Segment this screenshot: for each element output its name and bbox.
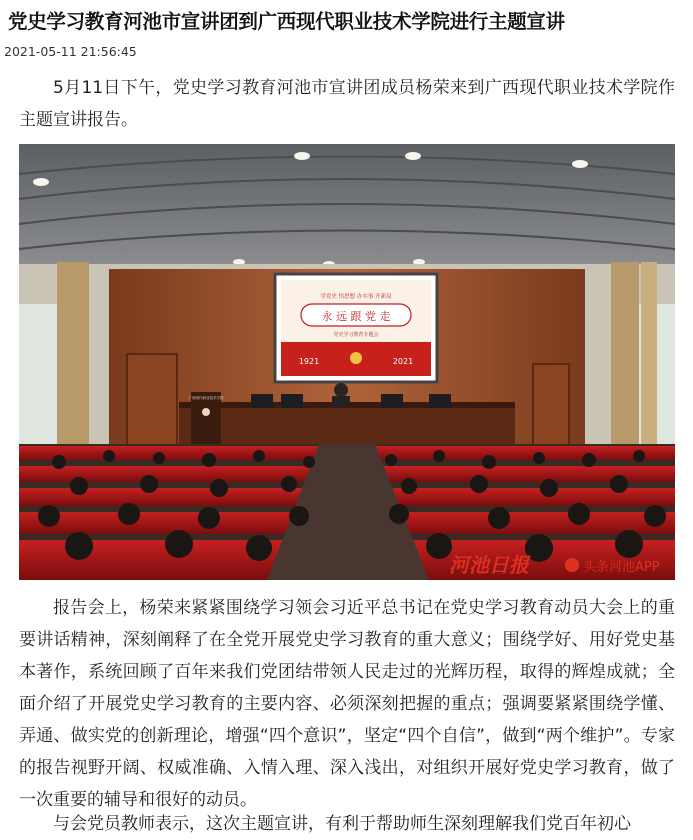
lecture-hall-photo (19, 144, 675, 580)
article-paragraph: 5月11日下午，党史学习教育河池市宣讲团成员杨荣来到广西现代职业技术学院作主题宣讲报告。 (19, 78, 675, 130)
screen-year-left: 1921 (298, 357, 320, 366)
screen-year-right: 2021 (392, 357, 414, 366)
party-emblem-icon (350, 352, 362, 364)
article-paragraph: 报告会上，杨荣来紧紧围绕学习领会习近平总书记在党史学习教育动员大会上的重要讲话精神，深刻阐释了在全党开展党史学习教育的重大意义；围绕学好、用好党史基本著作，系统回顾了百年来我们党团结带领人民走过的光辉历程，取得的辉煌成就；全面介绍了开展党史学习教育的主要内容、必须深刻把握的重点；强调要紧紧围绕学懂、弄通、做实党的创新理论，增强“四个意识”，坚定“四个自信”，做到“两个维护”。专家的报告视野开阔、权威准确、入情入理、深入浅出，对组织开展好党史学习教育，做了一次重要的辅导和很好的动员。 (19, 598, 675, 810)
article-title: 党史学习教育河池市宣讲团到广西现代职业技术学院进行主题宣讲 (8, 10, 565, 33)
article-paragraph: 与会党员教师表示，这次主题宣讲，有利于帮助师生深刻理解我们党百年初心 (53, 814, 631, 834)
watermark-app: 头条河池APP (583, 560, 660, 575)
watermark-newspaper: 河池日报 (449, 553, 529, 577)
screen-main-slogan: 永 远 跟 党 走 (321, 310, 391, 323)
podium-label: 广西现代职业技术学院 (188, 396, 224, 400)
publish-datetime: 2021-05-11 21:56:45 (4, 44, 137, 59)
toutiao-logo-icon (565, 558, 579, 572)
screen-top-slogan: 学党史 悟思想 办实事 开新局 (320, 294, 392, 300)
screen-subtitle: 党史学习教育专题会 (333, 332, 379, 338)
